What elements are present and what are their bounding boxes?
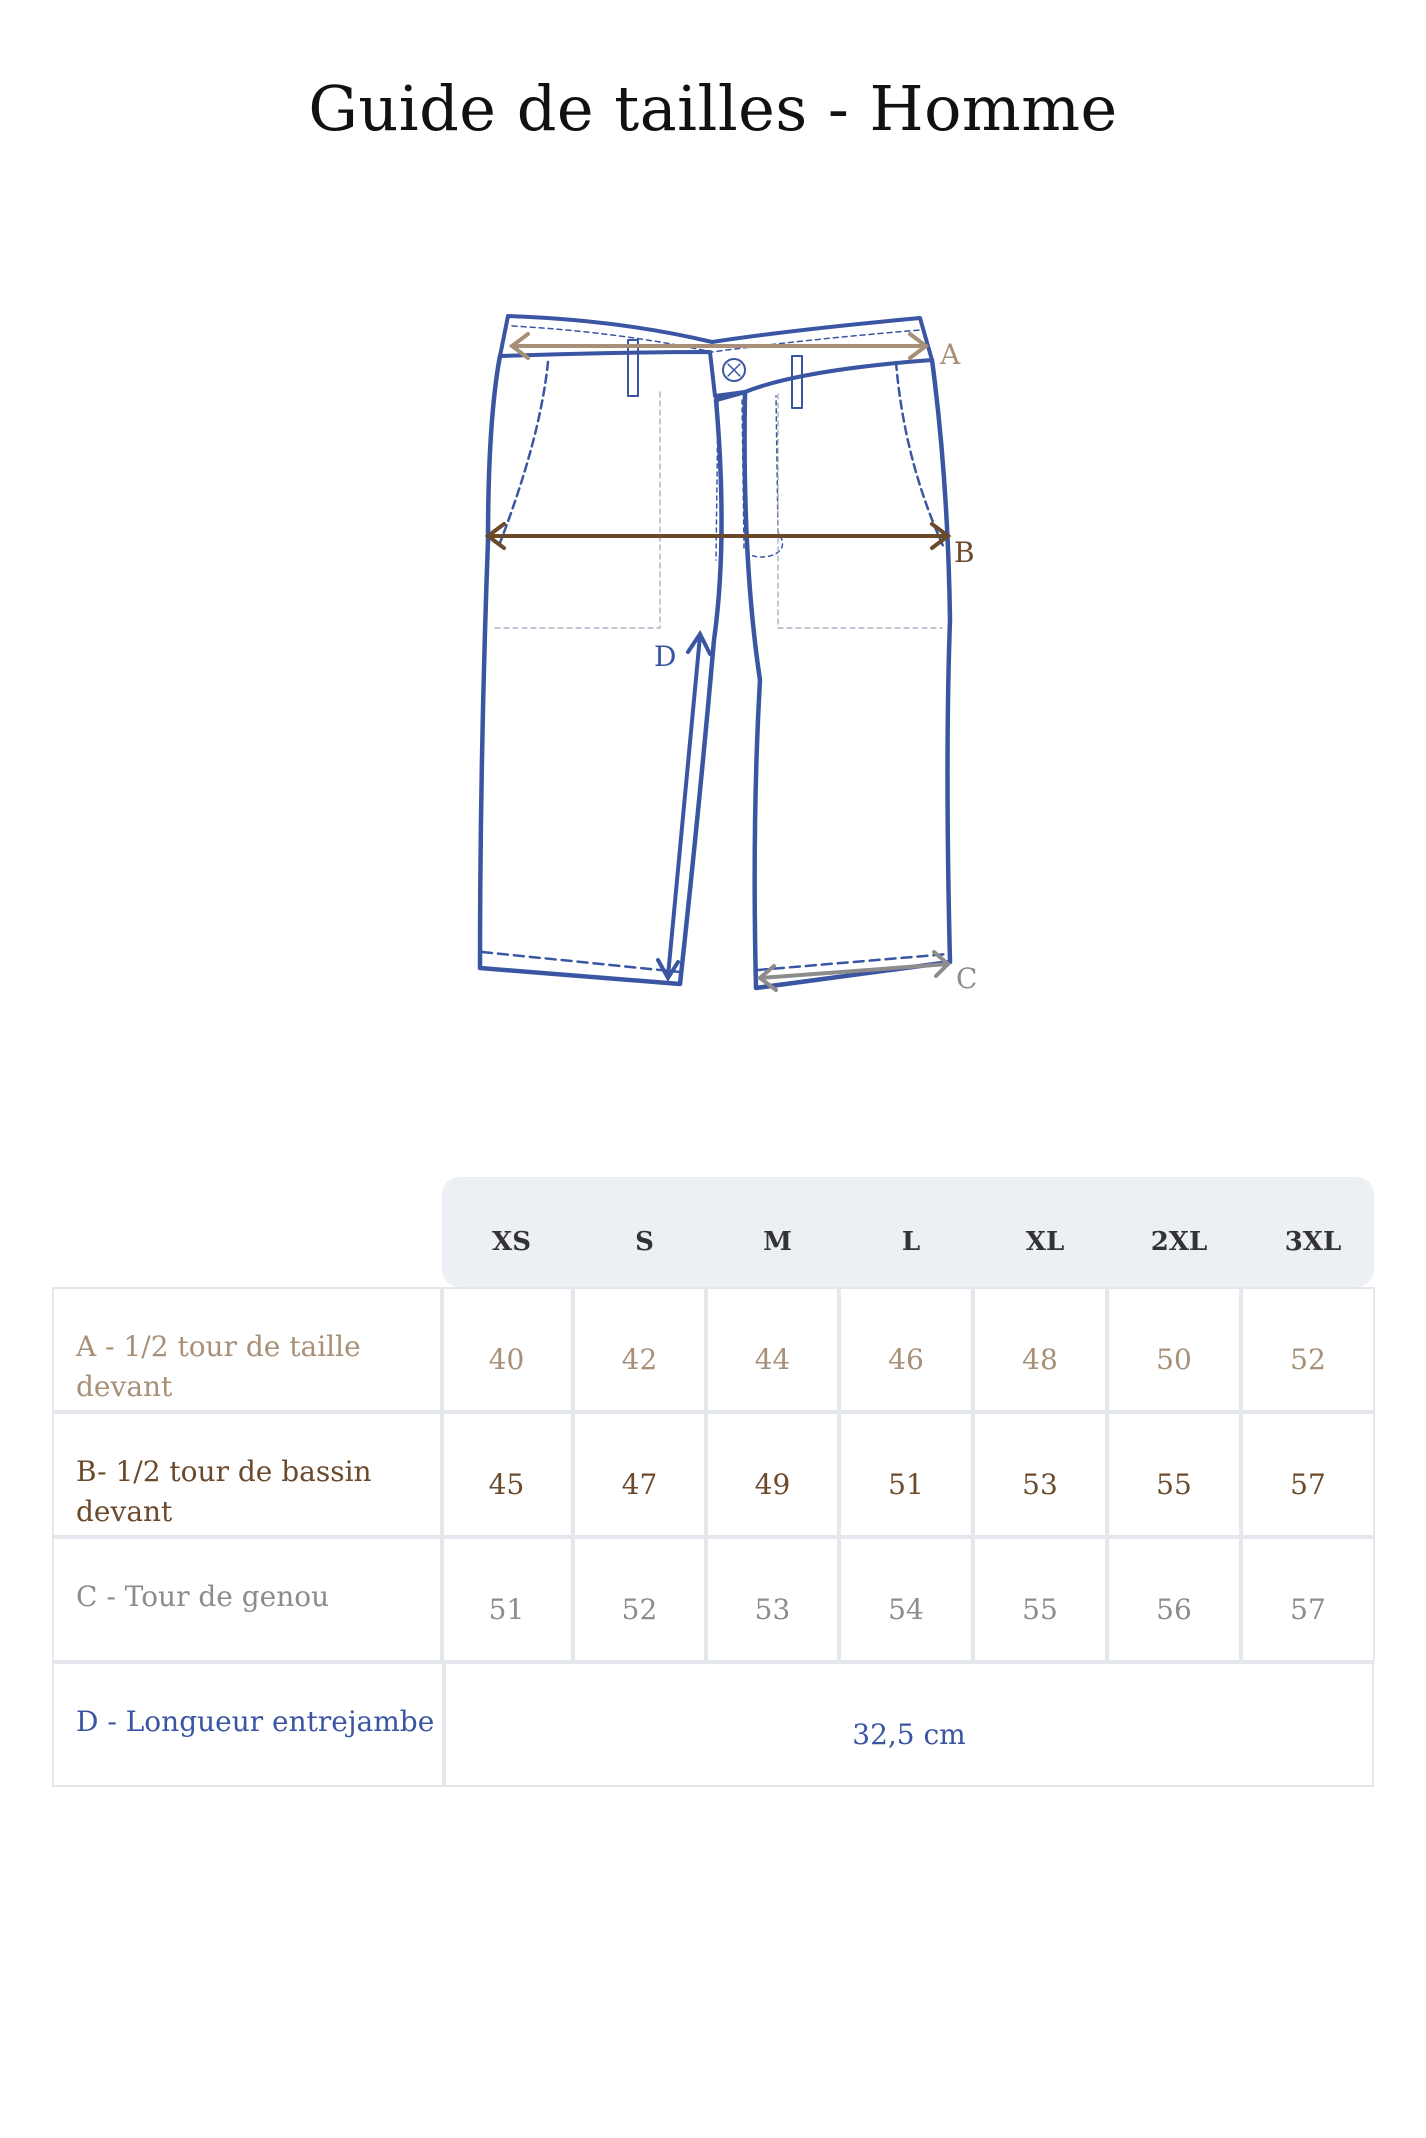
cell-value-3xl: 52 xyxy=(1290,1343,1326,1376)
size-header-m: M xyxy=(763,1227,792,1257)
cell-value-xl: 53 xyxy=(1022,1468,1058,1501)
measure-b-arrow xyxy=(488,524,948,548)
cell-value-s: 47 xyxy=(621,1468,658,1501)
row-label: D - Longueur entrejambe xyxy=(76,1705,435,1738)
cell-value-m: 44 xyxy=(754,1343,791,1376)
size-header-xl: XL xyxy=(1025,1227,1065,1257)
size-table xyxy=(52,1287,1374,1787)
cell-value-3xl: 57 xyxy=(1290,1593,1326,1626)
inseam-length-value: 32,5 cm xyxy=(852,1718,966,1751)
table-row xyxy=(52,1412,1374,1537)
pocket-bag-left xyxy=(494,392,660,628)
cell-value-2xl: 50 xyxy=(1156,1343,1192,1376)
size-header-2xl: 2XL xyxy=(1150,1227,1208,1257)
cell-value-l: 51 xyxy=(888,1468,924,1501)
cell-value-2xl: 55 xyxy=(1156,1468,1192,1501)
belt-loop-right xyxy=(792,356,802,408)
row-label: A - 1/2 tour de taille devant xyxy=(76,1330,361,1403)
belt-loop-left xyxy=(628,340,638,396)
table-row xyxy=(52,1287,1374,1412)
pocket-left xyxy=(498,362,548,548)
cell-value-l: 46 xyxy=(888,1343,924,1376)
size-header-l: L xyxy=(901,1227,921,1257)
measure-d-label: D xyxy=(654,640,677,673)
cell-value-m: 49 xyxy=(754,1468,791,1501)
size-header-3xl: 3XL xyxy=(1284,1227,1342,1257)
table-row xyxy=(52,1537,1374,1662)
pocket-bag-right xyxy=(778,394,942,628)
cell-value-xl: 48 xyxy=(1022,1343,1058,1376)
cell-value-xs: 51 xyxy=(488,1593,525,1626)
cell-value-s: 52 xyxy=(621,1593,658,1626)
table-row xyxy=(52,1662,1374,1787)
cell-value-xs: 40 xyxy=(488,1343,525,1376)
page-title: Guide de tailles - Homme xyxy=(308,72,1118,145)
row-label: B- 1/2 tour de bassin devant xyxy=(76,1455,372,1528)
size-header-xs: XS xyxy=(492,1227,531,1257)
cell-value-m: 53 xyxy=(754,1593,791,1626)
cell-value-2xl: 56 xyxy=(1156,1593,1192,1626)
row-label: C - Tour de genou xyxy=(76,1580,330,1613)
measure-a-label: A xyxy=(940,338,961,371)
waistband-outline xyxy=(500,316,932,396)
cell-value-l: 54 xyxy=(888,1593,924,1626)
measure-c-label: C xyxy=(956,962,978,995)
cell-value-s: 42 xyxy=(621,1343,658,1376)
cell-value-3xl: 57 xyxy=(1290,1468,1326,1501)
shorts-outline xyxy=(480,356,950,988)
waistband-stitch xyxy=(512,326,920,352)
measure-b-label: B xyxy=(954,536,975,569)
size-header-s: S xyxy=(635,1227,654,1257)
cell-value-xs: 45 xyxy=(488,1468,525,1501)
cell-value-xl: 55 xyxy=(1022,1593,1058,1626)
